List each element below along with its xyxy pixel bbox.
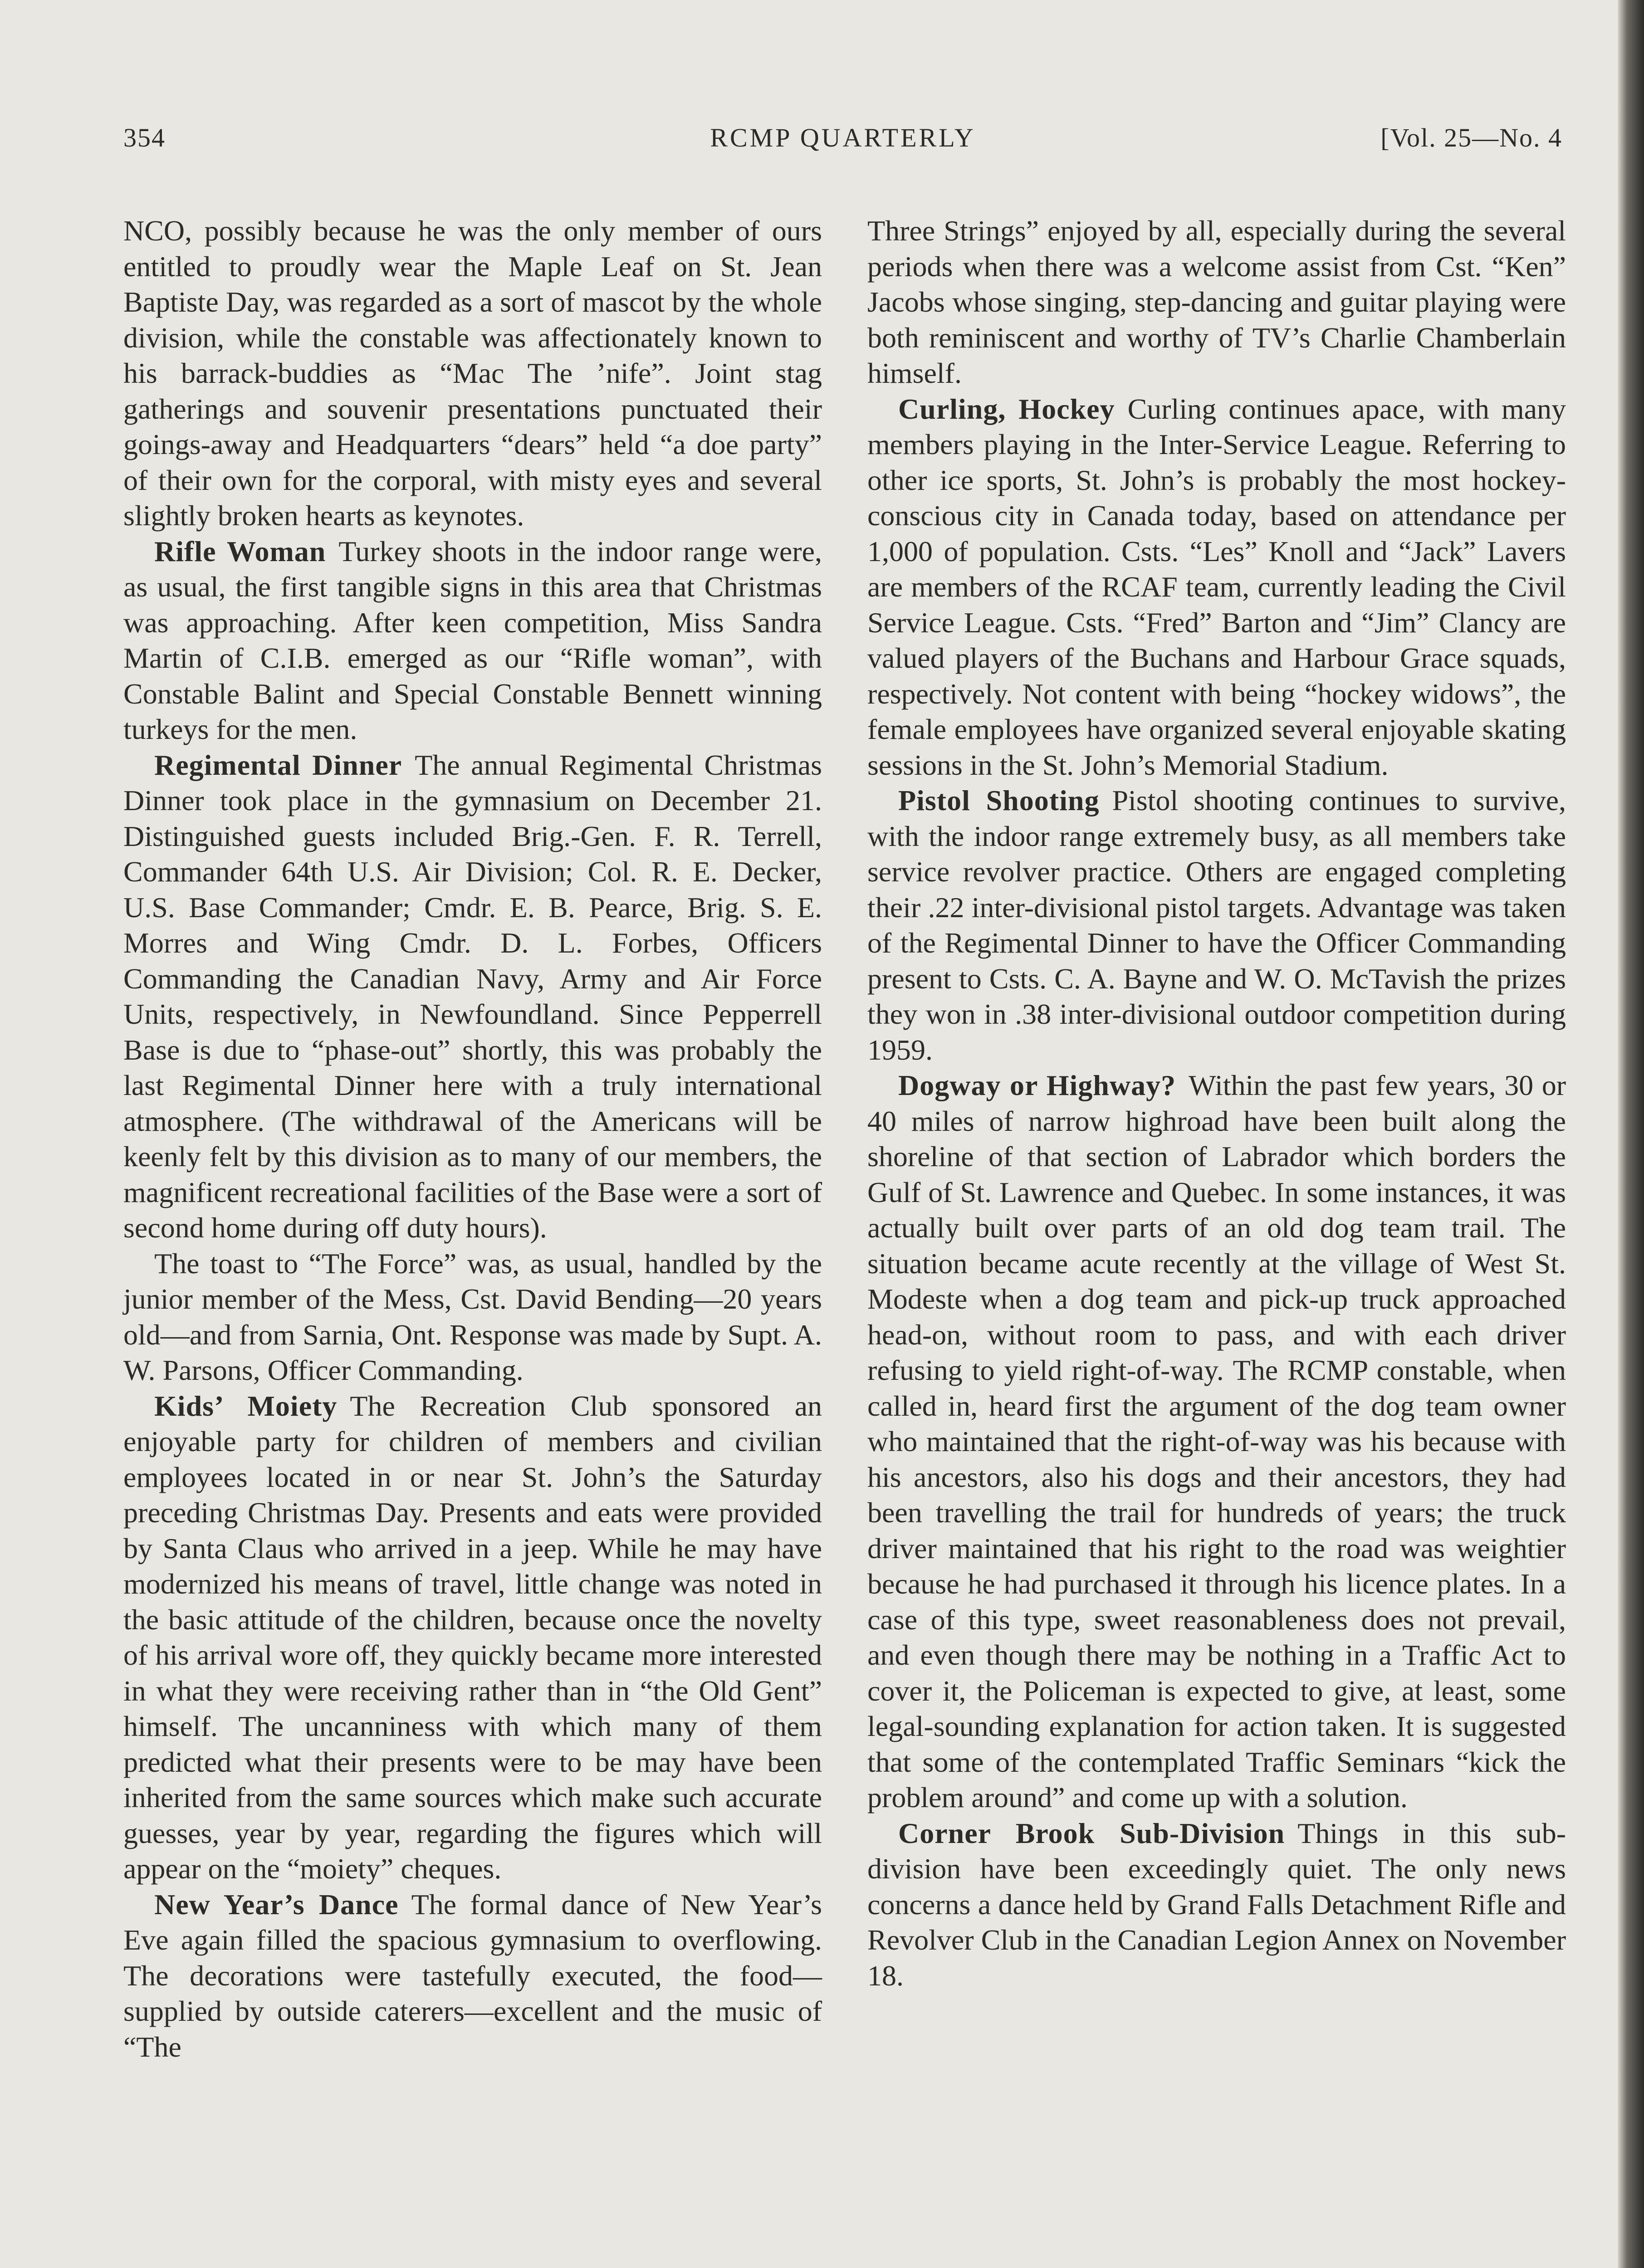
paragraph xyxy=(123,1246,822,1388)
paragraph xyxy=(123,748,822,1246)
section-heading: New Year’s Dance xyxy=(154,1888,399,1921)
paragraph xyxy=(867,213,1566,391)
paragraph-text: The Recreation Club sponsored an enjoyable party for children of members and civilian employees located in or near St. John’s the Saturday preceding Christmas Day. Presents and eats were provided by Santa Claus who arrived in a jeep. While he may have modernized his means of travel, little change was noted in the basic attitude of the children, because once the novelty of his arrival wore off, they quickly became more interested in what they were receiving rather than in “the Old Gent” himself. The uncanniness with which many of them predicted what their presents were to be may have been inherited from the same sources which make such accurate guesses, year by year, regarding the figures which will appear on the “moiety” cheques. xyxy=(123,1389,822,1885)
journal-title: RCMP QUARTERLY xyxy=(710,123,976,152)
section-heading: Pistol Shooting xyxy=(898,784,1100,816)
volume-issue: [Vol. 25—No. 4 xyxy=(1380,123,1562,152)
paragraph xyxy=(867,1068,1566,1816)
section-heading: Dogway or Highway? xyxy=(898,1069,1176,1101)
paragraph-text: The toast to “The Force” was, as usual, handled by the junior member of the Mess, Cst. David Bending—20 years old—and from Sarnia, Ont. Response was made by Supt. A. W. Parsons, Officer Commanding. xyxy=(123,1247,822,1386)
running-head xyxy=(123,122,1562,163)
paragraph xyxy=(867,783,1566,1068)
paragraph-text: Three Strings” enjoyed by all, especially during the several periods when there was a welcome assist from Cst. “Ken” Jacobs whose singing, step-dancing and guitar playing were both reminiscent and worthy of TV’s Charlie Chamberlain himself. xyxy=(867,215,1566,389)
paragraph xyxy=(867,391,1566,783)
paragraph xyxy=(123,534,822,748)
section-heading: Curling, Hockey xyxy=(898,392,1115,425)
right-column xyxy=(867,213,1566,1994)
paragraph-text: Things in this sub-division have been exceedingly quiet. The only news concerns a dance held by Grand Falls Detachment Rifle and Revolver Club in the Canadian Legion Annex on November 18. xyxy=(867,1817,1566,1992)
paragraph-text: Curling continues apace, with many members playing in the Inter-Service League. Referring to other ice sports, St. John’s is probably the most hockey-conscious city in Canada today, based on attendance per 1,000 of population. Csts. “Les” Knoll and “Jack” Lavers are members of the RCAF team, currently leading the Civil Service League. Csts. “Fred” Barton and “Jim” Clancy are valued players of the Buchans and Harbour Grace squads, respectively. Not content with being “hockey widows”, the female employees have organized several enjoyable skating sessions in the St. John’s Memorial Stadium. xyxy=(867,392,1566,781)
section-heading: Regimental Dinner xyxy=(154,748,402,781)
left-column xyxy=(123,213,822,2065)
section-heading: Rifle Woman xyxy=(154,535,326,567)
paragraph xyxy=(867,1816,1566,1994)
paragraph-text: Within the past few years, 30 or 40 miles of narrow highroad have been built along the shoreline of that section of Labrador which borders the Gulf of St. Lawrence and Quebec. In some instances, it was actually built over parts of an old dog team trail. The situation became acute recently at the village of West St. Modeste when a dog team and pick-up truck approached head-on, without room to pass, and with each driver refusing to yield right-of-way. The RCMP constable, when called in, heard first the argument of the dog team owner who maintained that the right-of-way was his because with his ancestors, also his dogs and their ancestors, they had been travelling the trail for hundreds of years; the truck driver maintained that his right to the road was weightier because he had purchased it through his licence plates. In a case of this type, sweet reasonableness does not prevail, and even though there may be nothing in a Traffic Act to cover it, the Policeman is expected to give, at least, some legal-sounding explanation for action taken. It is suggested that some of the contemplated Traffic Seminars “kick the problem around” and come up with a solution. xyxy=(867,1069,1566,1813)
section-heading: Kids’ Moiety xyxy=(154,1389,338,1422)
paragraph-text: Pistol shooting continues to survive, with the indoor range extremely busy, as all members take service revolver practice. Others are engaged completing their .22 inter-divisional pistol targets. Advantage was taken of the Regimental Dinner to have the Officer Commanding present to Csts. C. A. Bayne and W. O. McTavish the prizes they won in .38 inter-divisional outdoor competition during 1959. xyxy=(867,784,1566,1066)
paragraph xyxy=(123,213,822,534)
page-number: 354 xyxy=(123,123,166,152)
section-heading: Corner Brook Sub-Division xyxy=(898,1817,1285,1849)
paragraph-text: NCO, possibly because he was the only member of ours entitled to proudly wear the Maple Leaf on St. Jean Baptiste Day, was regarded as a sort of mascot by the whole division, while the constable was affectionately known to his barrack-buddies as “Mac The ’nife”. Joint stag gatherings and souvenir presentations punctuated their goings-away and Headquarters “dears” held “a doe party” of their own for the corporal, with misty eyes and several slightly broken hearts as keynotes. xyxy=(123,215,822,532)
paragraph-text: The annual Regimental Christmas Dinner took place in the gymnasium on December 21. Distinguished guests included Brig.-Gen. F. R. Terrell, Commander 64th U.S. Air Division; Col. R. E. Decker, U.S. Base Commander; Cmdr. E. B. Pearce, Brig. S. E. Morres and Wing Cmdr. D. L. Forbes, Officers Commanding the Canadian Navy, Army and Air Force Units, respectively, in Newfoundland. Since Pepperrell Base is due to “phase-out” shortly, this was probably the last Regimental Dinner here with a truly international atmosphere. (The withdrawal of the Americans will be keenly felt by this division as to many of our members, the magnificent recreational facilities of the Base were a sort of second home during off duty hours). xyxy=(123,748,822,1244)
paragraph xyxy=(123,1887,822,2065)
paragraph-text: Turkey shoots in the indoor range were, as usual, the first tangible signs in this area that Christmas was approaching. After keen competition, Miss Sandra Martin of C.I.B. emerged as our “Rifle woman”, with Constable Balint and Special Constable Bennett winning turkeys for the men. xyxy=(123,535,822,745)
paragraph xyxy=(123,1388,822,1887)
paragraph-text: The formal dance of New Year’s Eve again filled the spacious gymnasium to overflowing. The decorations were tastefully executed, the food—supplied by outside caterers—excellent and the music of “The xyxy=(123,1888,822,2063)
page-edge-shadow xyxy=(1618,0,1644,2268)
